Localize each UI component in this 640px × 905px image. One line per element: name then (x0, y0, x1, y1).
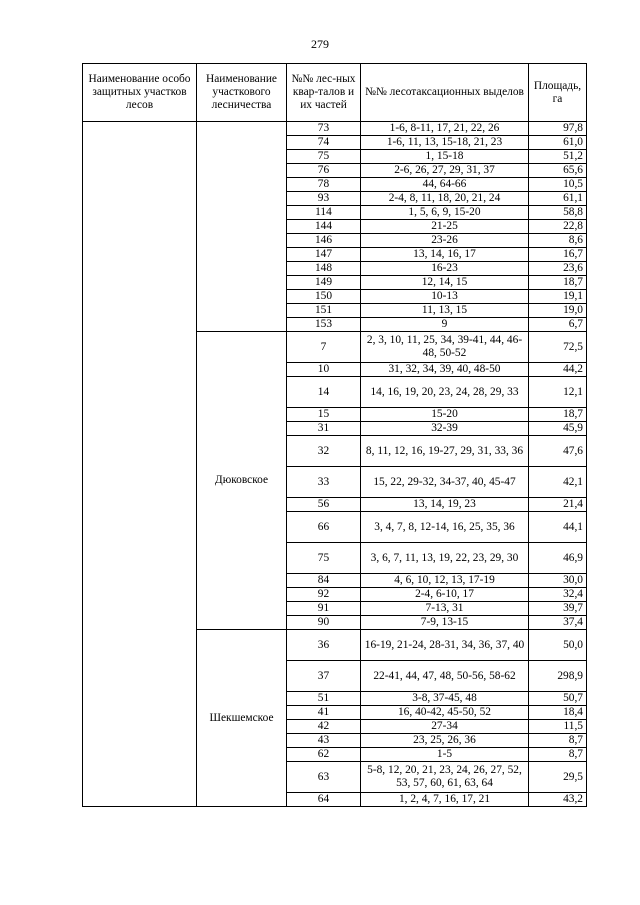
square-cell: 45,9 (529, 422, 587, 436)
plots-cell: 8, 11, 12, 16, 19-27, 29, 31, 33, 36 (361, 436, 529, 467)
square-cell: 42,1 (529, 467, 587, 498)
header-area-name: Наименование особо защитных участков лесов (83, 64, 197, 122)
plots-cell: 3, 4, 7, 8, 12-14, 16, 25, 35, 36 (361, 512, 529, 543)
quarter-cell: 14 (287, 377, 361, 408)
plots-cell: 2-4, 8, 11, 18, 20, 21, 24 (361, 192, 529, 206)
square-cell: 51,2 (529, 150, 587, 164)
square-cell: 18,7 (529, 276, 587, 290)
quarter-cell: 75 (287, 150, 361, 164)
header-plots: №№ лесотаксационных выделов (361, 64, 529, 122)
plots-cell: 32-39 (361, 422, 529, 436)
square-cell: 10,5 (529, 178, 587, 192)
plots-cell: 21-25 (361, 220, 529, 234)
quarter-cell: 149 (287, 276, 361, 290)
plots-cell: 13, 14, 16, 17 (361, 248, 529, 262)
quarter-cell: 33 (287, 467, 361, 498)
quarter-cell: 148 (287, 262, 361, 276)
square-cell: 47,6 (529, 436, 587, 467)
plots-cell: 13, 14, 19, 23 (361, 498, 529, 512)
square-cell: 8,6 (529, 234, 587, 248)
plots-cell: 31, 32, 34, 39, 40, 48-50 (361, 363, 529, 377)
quarter-cell: 150 (287, 290, 361, 304)
square-cell: 97,8 (529, 122, 587, 136)
square-cell: 8,7 (529, 734, 587, 748)
plots-cell: 15-20 (361, 408, 529, 422)
square-cell: 16,7 (529, 248, 587, 262)
plots-cell: 23-26 (361, 234, 529, 248)
plots-cell: 44, 64-66 (361, 178, 529, 192)
square-cell: 32,4 (529, 588, 587, 602)
square-cell: 6,7 (529, 318, 587, 332)
square-cell: 61,1 (529, 192, 587, 206)
square-cell: 30,0 (529, 574, 587, 588)
square-cell: 23,6 (529, 262, 587, 276)
square-cell: 61,0 (529, 136, 587, 150)
district-cell (197, 122, 287, 332)
protected-forest-table (82, 63, 587, 807)
square-cell: 65,6 (529, 164, 587, 178)
plots-cell: 12, 14, 15 (361, 276, 529, 290)
quarter-cell: 76 (287, 164, 361, 178)
quarter-cell: 147 (287, 248, 361, 262)
plots-cell: 3, 6, 7, 11, 13, 19, 22, 23, 29, 30 (361, 543, 529, 574)
square-cell: 11,5 (529, 720, 587, 734)
plots-cell: 16-23 (361, 262, 529, 276)
quarter-cell: 36 (287, 630, 361, 661)
header-square: Площадь, га (529, 64, 587, 122)
square-cell: 37,4 (529, 616, 587, 630)
square-cell: 44,1 (529, 512, 587, 543)
square-cell: 43,2 (529, 793, 587, 807)
quarter-cell: 41 (287, 706, 361, 720)
quarter-cell: 144 (287, 220, 361, 234)
quarter-cell: 84 (287, 574, 361, 588)
plots-cell: 16, 40-42, 45-50, 52 (361, 706, 529, 720)
plots-cell: 9 (361, 318, 529, 332)
page-number: 279 (311, 37, 329, 51)
quarter-cell: 151 (287, 304, 361, 318)
square-cell: 21,4 (529, 498, 587, 512)
plots-cell: 23, 25, 26, 36 (361, 734, 529, 748)
quarter-cell: 43 (287, 734, 361, 748)
quarter-cell: 56 (287, 498, 361, 512)
table-body (83, 122, 587, 807)
quarter-cell: 78 (287, 178, 361, 192)
quarter-cell: 63 (287, 762, 361, 793)
quarter-cell: 64 (287, 793, 361, 807)
quarter-cell: 51 (287, 692, 361, 706)
square-cell: 22,8 (529, 220, 587, 234)
square-cell: 18,7 (529, 408, 587, 422)
district-cell: Шекшемское (197, 630, 287, 807)
square-cell: 8,7 (529, 748, 587, 762)
plots-cell: 4, 6, 10, 12, 13, 17-19 (361, 574, 529, 588)
plots-cell: 7-9, 13-15 (361, 616, 529, 630)
quarter-cell: 10 (287, 363, 361, 377)
quarter-cell: 74 (287, 136, 361, 150)
header-quarters: №№ лес-ных квар-талов и их частей (287, 64, 361, 122)
quarter-cell: 90 (287, 616, 361, 630)
plots-cell: 1-6, 11, 13, 15-18, 21, 23 (361, 136, 529, 150)
quarter-cell: 114 (287, 206, 361, 220)
square-cell: 46,9 (529, 543, 587, 574)
plots-cell: 1, 5, 6, 9, 15-20 (361, 206, 529, 220)
plots-cell: 7-13, 31 (361, 602, 529, 616)
quarter-cell: 66 (287, 512, 361, 543)
quarter-cell: 15 (287, 408, 361, 422)
square-cell: 50,0 (529, 630, 587, 661)
quarter-cell: 91 (287, 602, 361, 616)
plots-cell: 15, 22, 29-32, 34-37, 40, 45-47 (361, 467, 529, 498)
square-cell: 39,7 (529, 602, 587, 616)
plots-cell: 1, 2, 4, 7, 16, 17, 21 (361, 793, 529, 807)
header-district: Наименование участкового лесничества (197, 64, 287, 122)
plots-cell: 2-6, 26, 27, 29, 31, 37 (361, 164, 529, 178)
quarter-cell: 75 (287, 543, 361, 574)
quarter-cell: 32 (287, 436, 361, 467)
quarter-cell: 73 (287, 122, 361, 136)
square-cell: 18,4 (529, 706, 587, 720)
table-row (83, 122, 587, 136)
quarter-cell: 62 (287, 748, 361, 762)
plots-cell: 5-8, 12, 20, 21, 23, 24, 26, 27, 52, 53, 57, 60, 61, 63, 64 (361, 762, 529, 793)
square-cell: 29,5 (529, 762, 587, 793)
square-cell: 72,5 (529, 332, 587, 363)
plots-cell: 2, 3, 10, 11, 25, 34, 39-41, 44, 46-48, 50-52 (361, 332, 529, 363)
square-cell: 298,9 (529, 661, 587, 692)
square-cell: 19,1 (529, 290, 587, 304)
quarter-cell: 92 (287, 588, 361, 602)
plots-cell: 27-34 (361, 720, 529, 734)
plots-cell: 1, 15-18 (361, 150, 529, 164)
plots-cell: 14, 16, 19, 20, 23, 24, 28, 29, 33 (361, 377, 529, 408)
plots-cell: 11, 13, 15 (361, 304, 529, 318)
square-cell: 50,7 (529, 692, 587, 706)
square-cell: 19,0 (529, 304, 587, 318)
plots-cell: 1-5 (361, 748, 529, 762)
plots-cell: 10-13 (361, 290, 529, 304)
quarter-cell: 7 (287, 332, 361, 363)
quarter-cell: 31 (287, 422, 361, 436)
plots-cell: 22-41, 44, 47, 48, 50-56, 58-62 (361, 661, 529, 692)
square-cell: 12,1 (529, 377, 587, 408)
square-cell: 44,2 (529, 363, 587, 377)
quarter-cell: 37 (287, 661, 361, 692)
quarter-cell: 42 (287, 720, 361, 734)
quarter-cell: 93 (287, 192, 361, 206)
area-name-cell (83, 122, 197, 807)
plots-cell: 1-6, 8-11, 17, 21, 22, 26 (361, 122, 529, 136)
quarter-cell: 146 (287, 234, 361, 248)
square-cell: 58,8 (529, 206, 587, 220)
district-cell: Дюковское (197, 332, 287, 630)
plots-cell: 2-4, 6-10, 17 (361, 588, 529, 602)
plots-cell: 3-8, 37-45, 48 (361, 692, 529, 706)
plots-cell: 16-19, 21-24, 28-31, 34, 36, 37, 40 (361, 630, 529, 661)
table-header-row (83, 64, 587, 122)
quarter-cell: 153 (287, 318, 361, 332)
